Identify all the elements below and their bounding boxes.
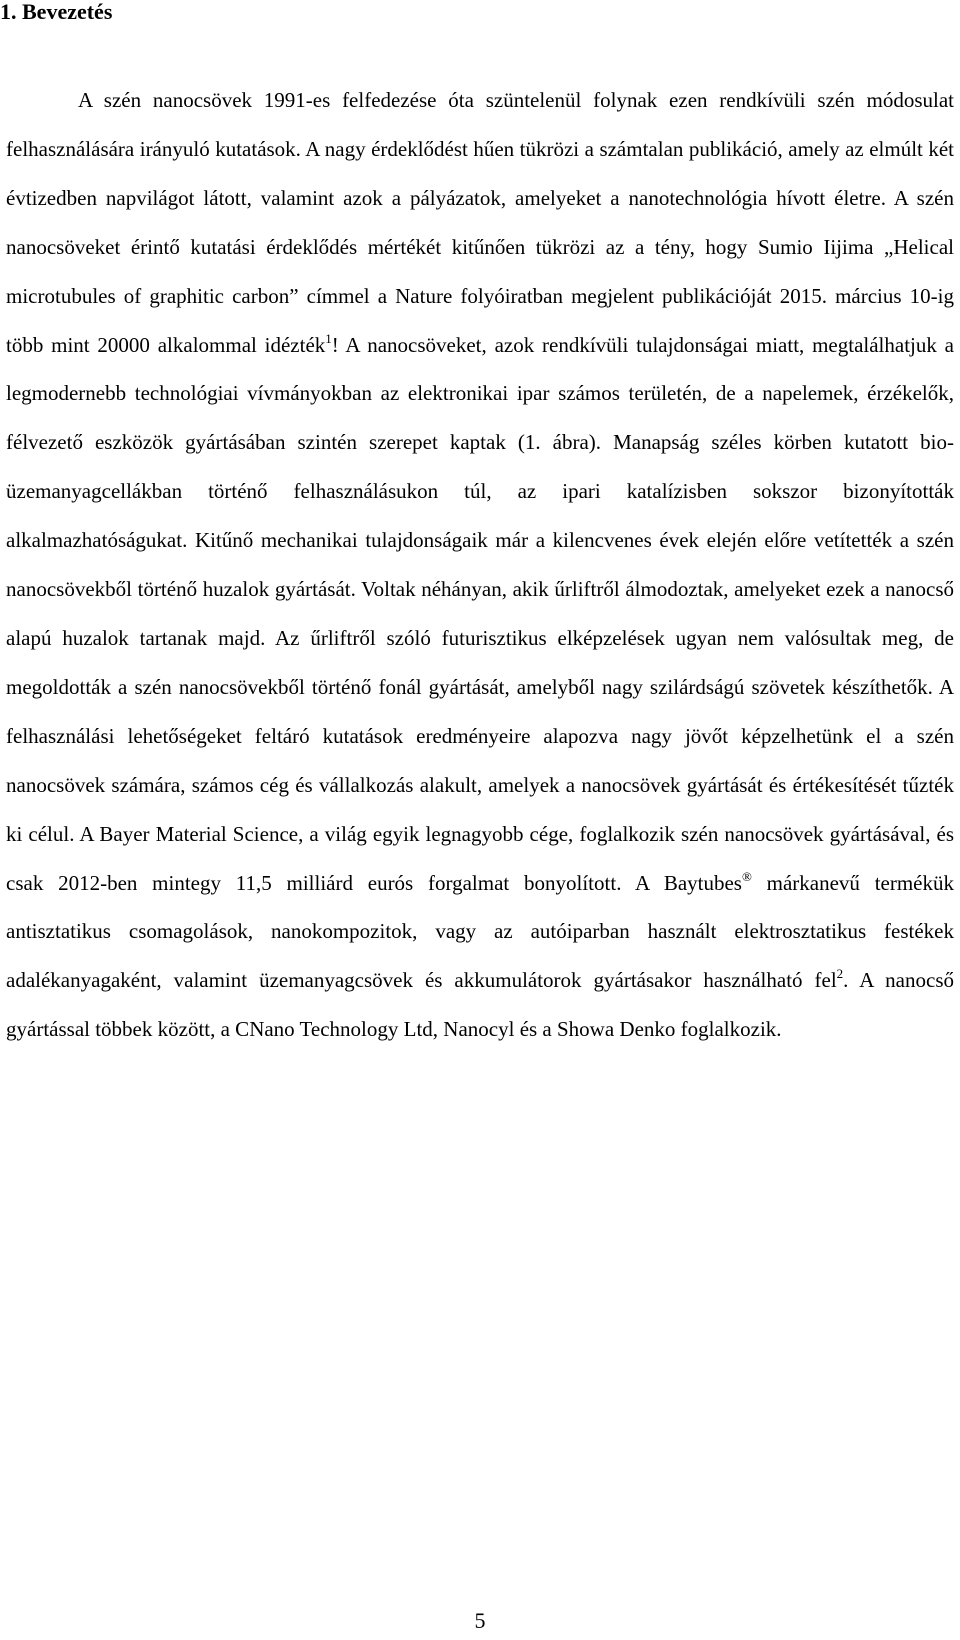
paragraph-text-part-2: ! A nanocsöveket, azok rendkívüli tulajdonságai miatt, megtalálhatjuk a legmodernebb technológiai vívmányokban az elektronikai ipar számos területén, de a napelemek, érzékelők, félvezető eszközök gyártásában szintén szerepet kaptak (1. ábra). Manapság széles körben kutatott bio-üzemanyagcellákban történő felhasználásukon túl, az ipari katalízisben sokszor bizonyították alkalmazhatóságukat. Kitűnő mechanikai tulajdonságaik már a kilencvenes évek elején előre vetítették a szén nanocsövekből történő huzalok gyártását. Voltak néhányan, akik űrliftről álmodoztak, amelyeket ezek a nanocső alapú huzalok tartanak majd. Az űrliftről szóló futurisztikus elképzelések ugyan nem valósultak meg, de megoldották a szén nanocsövekből történő fonál gyártását, amelyből nagy szilárdságú szövetek készíthetők. A felhasználási lehetőségeket feltáró kutatások eredményeire alapozva nagy jövőt képzelhetünk el a szén nanocsövek számára, számos cég és vállalkozás alakult, amelyek a nanocsövek gyártását és értékesítését tűzték ki célul. A Bayer Material Science, a világ egyik legnagyobb cége, foglalkozik szén nanocsövek gyártásával, és csak 2012-ben mintegy 11,5 milliárd eurós forgalmat bonyolított. A Baytubes xyxy=(6,332,954,895)
paragraph-text-part-1: A szén nanocsövek 1991-es felfedezése óta szüntelenül folynak ezen rendkívüli szén módosulat felhasználására irányuló kutatások. A nagy érdeklődést hűen tükrözi a számtalan publikáció, amely az elmúlt két évtizedben napvilágot látott, valamint azok a pályázatok, amelyeket a nanotechnológia hívott életre. A szén nanocsöveket érintő kutatási érdeklődés mértékét kitűnően tükrözi az a tény, hogy Sumio Iijima „Helical microtubules of graphitic carbon” címmel a Nature folyóiratban megjelent publikációját 2015. március 10-ig több mint 20000 alkalommal idézték xyxy=(6,88,954,357)
footnote-ref-2: 2 xyxy=(836,966,844,982)
footnote-ref-1: 1 xyxy=(325,330,332,346)
paragraph-text-part-3: márkanevű termékük antisztatikus csomagolások, nanokompozitok, vagy az autóiparban használt elektrosztatikus festékek adalékanyagaként, valamint üzemanyagcsövek és akkumulátorok gyártásakor használható fel xyxy=(6,870,955,993)
page-number: 5 xyxy=(474,1608,486,1633)
paragraph-text-part-4: . A nanocső gyártással többek között, a CNano Technology Ltd, Nanocyl és a Showa Denko foglalkozik. xyxy=(6,968,954,1042)
registered-trademark-mark: ® xyxy=(741,868,752,884)
body-paragraph xyxy=(6,76,954,1054)
section-heading: 1. Bevezetés xyxy=(0,0,113,24)
